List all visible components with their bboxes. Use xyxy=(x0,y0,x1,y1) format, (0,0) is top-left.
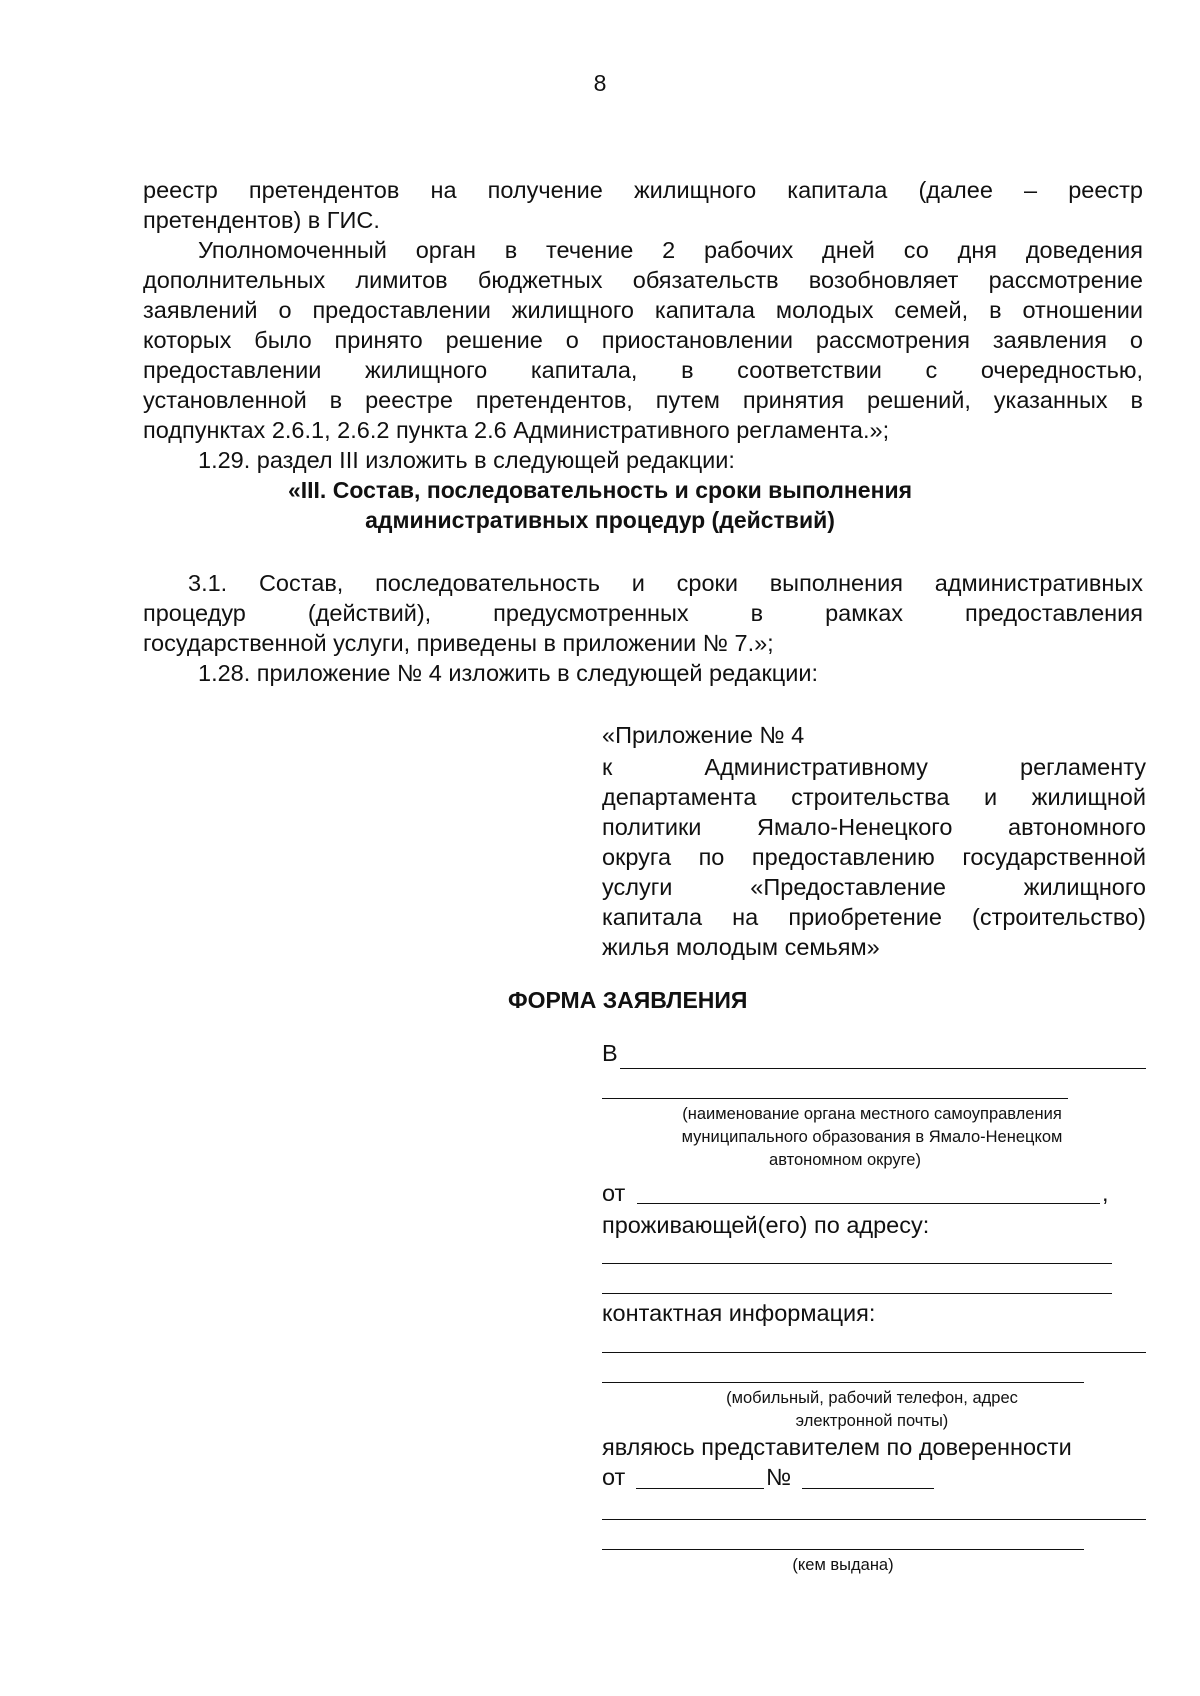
body-line: установленной в реестре претендентов, путем принятия решений, указанных в xyxy=(143,387,1143,413)
form-address-field[interactable] xyxy=(602,1263,1112,1264)
appendix-line: капитала на приобретение (строительство) xyxy=(602,904,1146,930)
form-proxy-number-field[interactable] xyxy=(802,1488,934,1489)
body-line: которых было принято решение о приостановлении рассмотрения заявления о xyxy=(143,327,1143,353)
body-line: претендентов) в ГИС. xyxy=(143,207,380,233)
form-to-field[interactable] xyxy=(620,1068,1146,1069)
form-from-comma: , xyxy=(1102,1180,1109,1206)
appendix-line: департамента строительства и жилищной xyxy=(602,784,1146,810)
form-from-field[interactable] xyxy=(637,1203,1100,1204)
section-heading: административных процедур (действий) xyxy=(365,507,835,533)
page-number: 8 xyxy=(593,70,607,96)
form-issued-field[interactable] xyxy=(602,1519,1146,1520)
form-hint: (наименование органа местного самоуправления xyxy=(682,1105,1062,1123)
body-line: 1.29. раздел III изложить в следующей редакции: xyxy=(198,447,735,473)
body-line: реестр претендентов на получение жилищного капитала (далее – реестр xyxy=(143,177,1143,203)
appendix-line: жилья молодым семьям» xyxy=(602,934,880,960)
form-contact-label: контактная информация: xyxy=(602,1300,876,1326)
form-proxy-from-label: от xyxy=(602,1464,626,1490)
form-hint: электронной почты) xyxy=(795,1412,949,1430)
form-address-label: проживающей(его) по адресу: xyxy=(602,1212,930,1238)
body-line: подпунктах 2.6.1, 2.6.2 пункта 2.6 Административного регламента.»; xyxy=(143,417,890,443)
body-line: дополнительных лимитов бюджетных обязательств возобновляет рассмотрение xyxy=(143,267,1143,293)
form-proxy-label: являюсь представителем по доверенности xyxy=(602,1434,1072,1460)
form-to-label: В xyxy=(602,1040,618,1066)
body-line: государственной услуги, приведены в приложении № 7.»; xyxy=(143,630,774,656)
form-title: ФОРМА ЗАЯВЛЕНИЯ xyxy=(508,987,748,1013)
form-contact-field-2[interactable] xyxy=(602,1382,1084,1383)
appendix-line: «Приложение № 4 xyxy=(602,722,805,748)
body-line: предоставлении жилищного капитала, в соответствии с очередностью, xyxy=(143,357,1143,383)
form-from-label: от xyxy=(602,1180,626,1206)
appendix-line: услуги «Предоставление жилищного xyxy=(602,874,1146,900)
form-issued-field-2[interactable] xyxy=(602,1549,1084,1550)
form-address-field-2[interactable] xyxy=(602,1293,1112,1294)
form-proxy-number-label: № xyxy=(766,1464,792,1490)
section-heading: «III. Состав, последовательность и сроки выполнения xyxy=(287,477,913,503)
body-line: Уполномоченный орган в течение 2 рабочих дней со дня доведения xyxy=(198,237,1143,263)
body-line: 1.28. приложение № 4 изложить в следующей редакции: xyxy=(198,660,818,686)
form-hint: автономном округе) xyxy=(769,1151,921,1169)
body-line: 3.1. Состав, последовательность и сроки выполнения административных xyxy=(188,570,1143,596)
form-proxy-date-field[interactable] xyxy=(636,1488,764,1489)
body-line: заявлений о предоставлении жилищного капитала молодых семей, в отношении xyxy=(143,297,1143,323)
appendix-line: округа по предоставлению государственной xyxy=(602,844,1146,870)
form-contact-field[interactable] xyxy=(602,1352,1146,1353)
appendix-line: политики Ямало-Ненецкого автономного xyxy=(602,814,1146,840)
appendix-line: к Административному регламенту xyxy=(602,754,1146,780)
form-to-field-2[interactable] xyxy=(602,1098,1068,1099)
form-hint: (мобильный, рабочий телефон, адрес xyxy=(726,1389,1018,1407)
form-hint: муниципального образования в Ямало-Ненецком xyxy=(681,1128,1063,1146)
body-line: процедур (действий), предусмотренных в рамках предоставления xyxy=(143,600,1143,626)
form-hint: (кем выдана) xyxy=(792,1556,894,1574)
